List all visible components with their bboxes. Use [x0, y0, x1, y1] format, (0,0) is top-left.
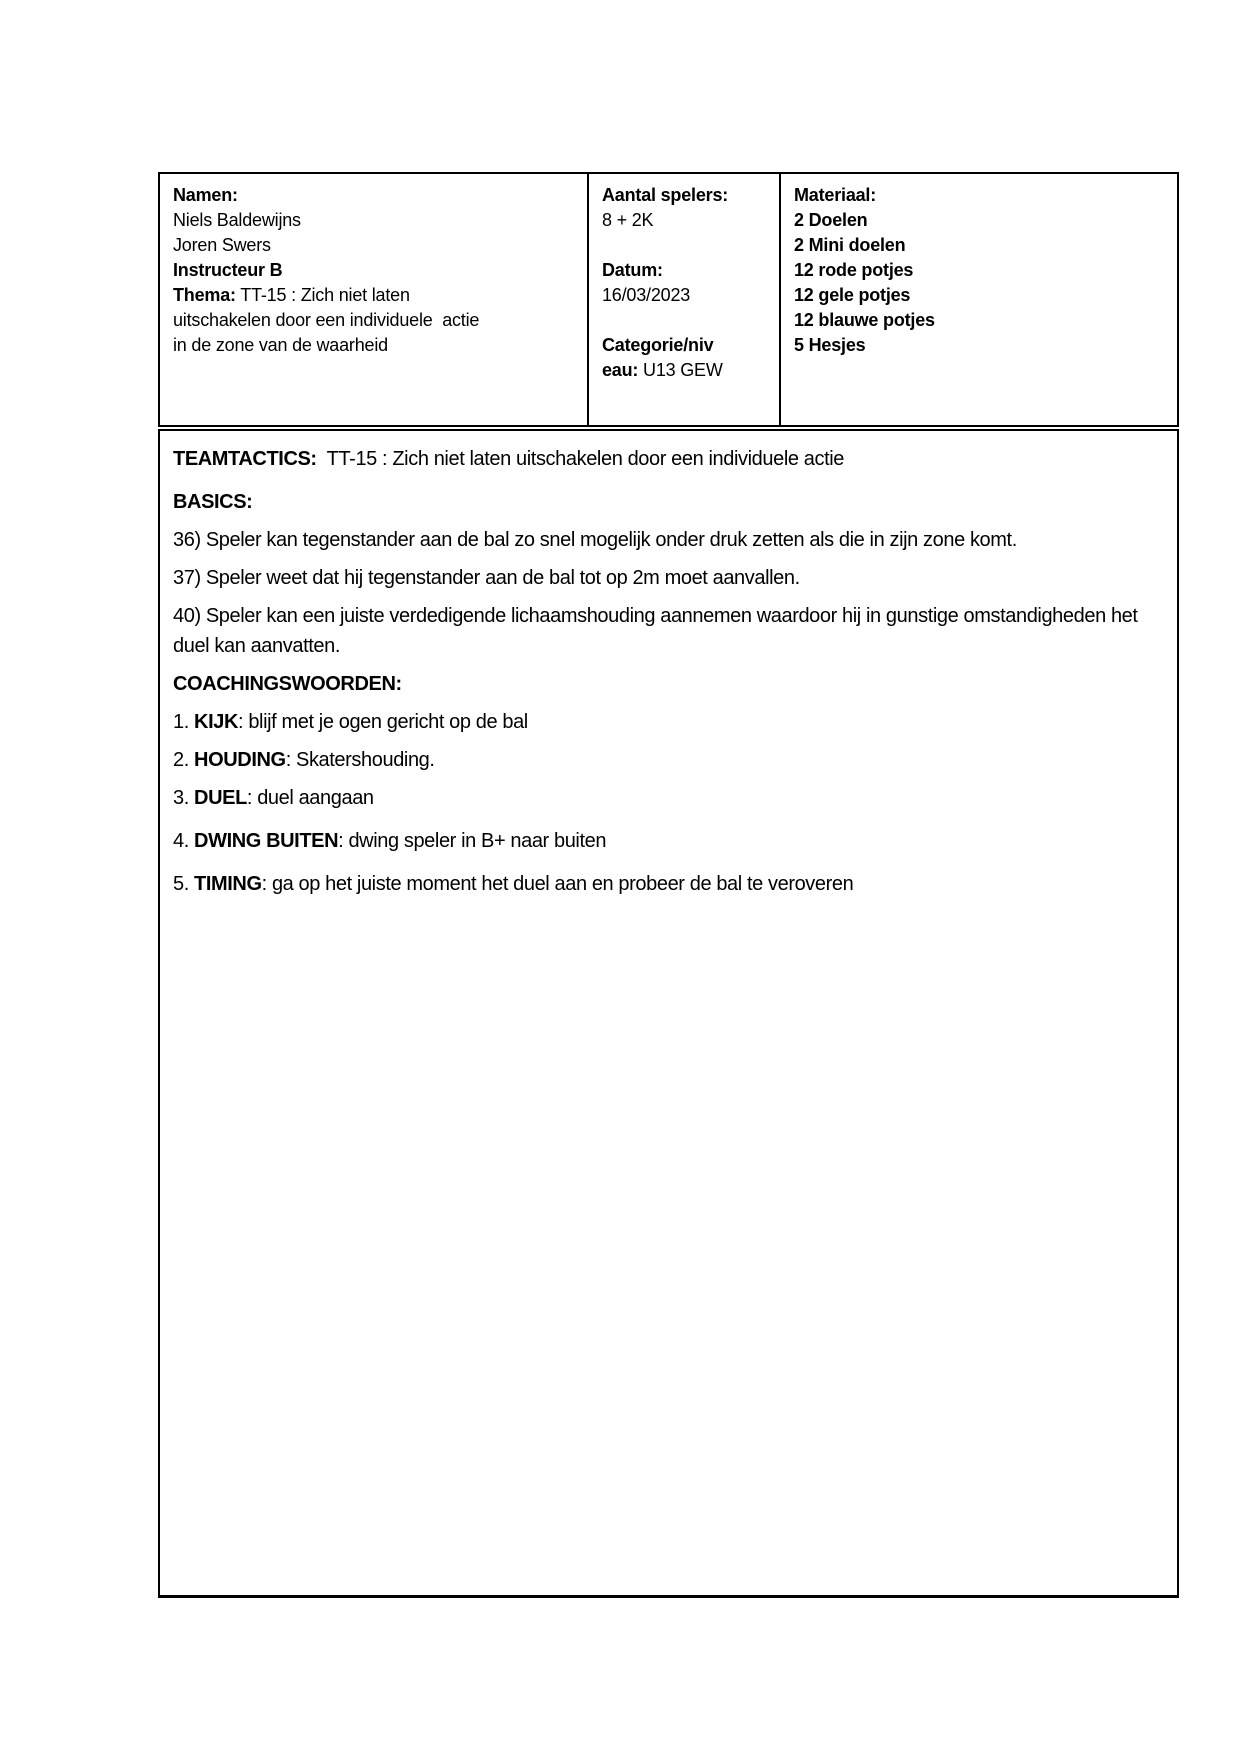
- bold-text-segment: 12 blauwe potjes: [794, 310, 935, 330]
- text-segment: 8 + 2K: [602, 210, 654, 230]
- bold-text-segment: Materiaal:: [794, 185, 877, 205]
- text-segment: 36) Speler kan tegenstander aan de bal zo snel mogelijk onder druk zetten als die in zijn zone komt.: [173, 529, 1017, 551]
- paragraph: [173, 601, 1163, 661]
- paragraph: [173, 525, 1163, 555]
- text-segment: U13 GEW: [638, 360, 723, 380]
- text-segment: duel kan aanvatten.: [173, 635, 340, 657]
- text-line: [794, 208, 1165, 233]
- paragraph: [173, 745, 1163, 775]
- text-line: [602, 358, 767, 383]
- text-line: [794, 283, 1165, 308]
- bold-text-segment: TIMING: [194, 873, 262, 895]
- bold-text-segment: Categorie/niv: [602, 335, 714, 355]
- text-segment: 1.: [173, 711, 195, 733]
- bold-text-segment: 12 rode potjes: [794, 260, 914, 280]
- bold-text-segment: 2 Doelen: [794, 210, 868, 230]
- text-segment: 3.: [173, 787, 195, 809]
- text-segment: 40) Speler kan een juiste verdedigende lichaamshouding aannemen waardoor hij in gunstige omstandigheden het: [173, 605, 1138, 627]
- text-line: [602, 183, 767, 208]
- header-cell-spelers-datum-categorie: [587, 174, 779, 425]
- text-line: [173, 183, 575, 208]
- paragraph: [173, 563, 1163, 593]
- text-segment: : dwing speler in B+ naar buiten: [338, 830, 607, 852]
- bold-text-segment: Namen:: [173, 185, 238, 205]
- text-segment: uitschakelen door een individuele actie: [173, 310, 480, 330]
- bold-text-segment: COACHINGSWOORDEN:: [173, 673, 402, 695]
- text-segment: Niels Baldewijns: [173, 210, 301, 230]
- text-line: [173, 283, 575, 308]
- text-segment: Joren Swers: [173, 235, 271, 255]
- text-line: [173, 208, 575, 233]
- bold-text-segment: 5 Hesjes: [794, 335, 866, 355]
- text-line: [602, 233, 767, 258]
- text-segment: 5.: [173, 873, 195, 895]
- text-segment: TT-15 : Zich niet laten: [235, 285, 410, 305]
- bold-text-segment: DWING BUITEN: [194, 830, 339, 852]
- paragraph: [173, 826, 1163, 856]
- text-segment: : Skatershouding.: [285, 749, 435, 771]
- text-line: [602, 208, 767, 233]
- paragraph: [173, 869, 1163, 899]
- header-cell-materiaal: [779, 174, 1177, 425]
- text-segment: in de zone van de waarheid: [173, 335, 388, 355]
- text-segment: 16/03/2023: [602, 285, 691, 305]
- bold-text-segment: DUEL: [194, 787, 247, 809]
- text-line: [794, 183, 1165, 208]
- text-line: [602, 308, 767, 333]
- bold-text-segment: TEAMTACTICS:: [173, 448, 317, 470]
- bold-text-segment: Instructeur B: [173, 260, 283, 280]
- paragraph: [173, 444, 1163, 474]
- text-line: [173, 333, 575, 358]
- text-line: [602, 333, 767, 358]
- bold-text-segment: KIJK: [194, 711, 239, 733]
- text-segment: 4.: [173, 830, 195, 852]
- text-segment: : ga op het juiste moment het duel aan en probeer de bal te veroveren: [261, 873, 854, 895]
- paragraph: [173, 669, 1163, 699]
- text-line: [173, 308, 575, 333]
- bold-text-segment: HOUDING: [194, 749, 286, 771]
- text-segment: 37) Speler weet dat hij tegenstander aan de bal tot op 2m moet aanvallen.: [173, 567, 800, 589]
- text-segment: 2.: [173, 749, 195, 771]
- text-line: [173, 258, 575, 283]
- bold-text-segment: Thema:: [173, 285, 236, 305]
- header-cell-namen: [160, 174, 587, 425]
- content-box: [158, 429, 1179, 1598]
- bold-text-segment: Datum:: [602, 260, 663, 280]
- text-line: [602, 283, 767, 308]
- bold-text-segment: Aantal spelers:: [602, 185, 729, 205]
- bold-text-segment: eau:: [602, 360, 639, 380]
- text-line: [794, 233, 1165, 258]
- text-line: [602, 258, 767, 283]
- paragraph: [173, 707, 1163, 737]
- header-table: [158, 172, 1179, 427]
- text-line: [794, 333, 1165, 358]
- paragraph: [173, 783, 1163, 813]
- bold-text-segment: 12 gele potjes: [794, 285, 911, 305]
- paragraph: [173, 487, 1163, 517]
- text-line: [794, 308, 1165, 333]
- text-segment: TT-15 : Zich niet laten uitschakelen door een individuele actie: [316, 448, 844, 470]
- text-segment: : duel aangaan: [246, 787, 374, 809]
- bold-text-segment: BASICS:: [173, 491, 253, 513]
- text-line: [173, 233, 575, 258]
- bold-text-segment: 2 Mini doelen: [794, 235, 906, 255]
- text-segment: : blijf met je ogen gericht op de bal: [238, 711, 528, 733]
- text-line: [794, 258, 1165, 283]
